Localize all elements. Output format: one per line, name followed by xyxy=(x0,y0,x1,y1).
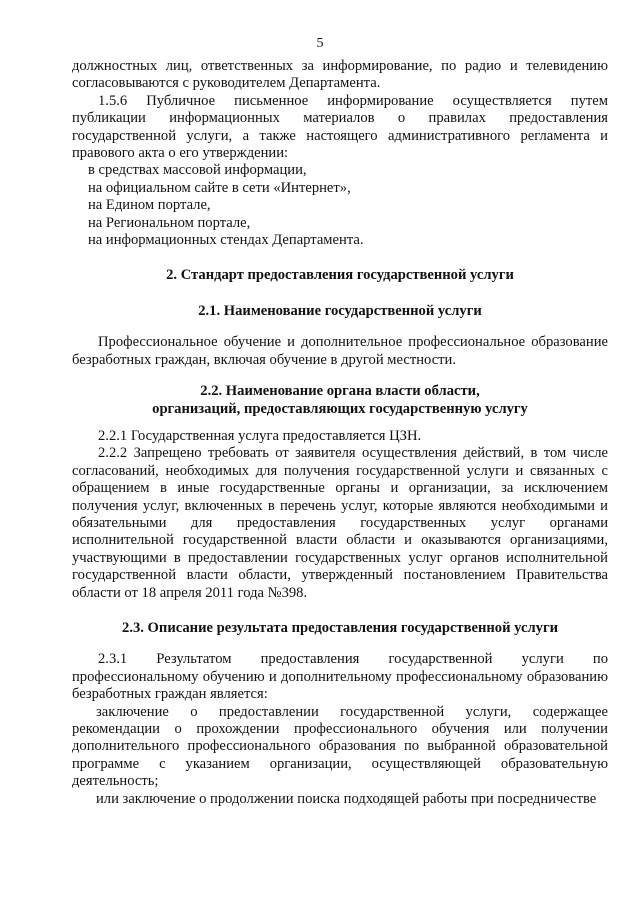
publication-list xyxy=(72,162,608,249)
list-item: в средствах массовой информации, xyxy=(88,162,307,179)
section-2-3-heading: 2.3. Описание результата предоставления государственной услуги xyxy=(122,619,558,636)
paragraph-1-5-6: 1.5.6 Публичное письменное информирование осуществляется путем публикации информационных материалов о правилах предоставления государственной услуги, а также настоящего административного регламента и правового акта о его утверждении: xyxy=(72,92,608,162)
paragraph-2-2-1: 2.2.1 Государственная услуга предоставляется ЦЗН. xyxy=(98,427,422,444)
section-2-heading: 2. Стандарт предоставления государственной услуги xyxy=(166,267,514,284)
paragraph-2-3-conclusion-b: или заключение о продолжении поиска подходящей работы при посредничестве xyxy=(96,790,597,807)
list-item: на Едином портале, xyxy=(88,197,211,214)
document-body xyxy=(72,58,608,808)
section-2-2-heading-line1: 2.2. Наименование органа власти области, xyxy=(200,383,480,400)
paragraph-2-3-1: 2.3.1 Результатом предоставления государственной услуги по профессиональному обучению и дополнительному профессиональному образованию безработных граждан является: xyxy=(72,651,608,703)
section-2-2-heading-line2: организаций, предоставляющих государственную услугу xyxy=(152,400,528,417)
section-2-1-heading: 2.1. Наименование государственной услуги xyxy=(198,302,482,319)
list-item: на Региональном портале, xyxy=(88,214,251,231)
paragraph-continued: должностных лиц, ответственных за информирование, по радио и телевидению согласовываются с руководителем Департамента. xyxy=(72,58,608,92)
paragraph-2-1: Профессиональное обучение и дополнительное профессиональное образование безработных граждан, включая обучение в другой местности. xyxy=(72,334,608,368)
list-item: на информационных стендах Департамента. xyxy=(88,232,364,249)
paragraph-2-3-conclusion-a: заключение о предоставлении государственной услуги, содержащее рекомендации о прохождении профессионального обучения или получении дополнительного профессионального образования по выбранной образовательной программе с указанием организации, осуществляющей образовательную деятельность; xyxy=(72,703,608,790)
page-number: 5 xyxy=(316,36,324,51)
paragraph-2-2-2: 2.2.2 Запрещено требовать от заявителя осуществления действий, в том числе согласований, необходимых для получения государственной услуги и связанных с обращением в иные государственные органы и организации, за исключением получения услуг, включенных в перечень услуг, которые являются необходимыми и обязательными для предоставления государственных услуг органами исполнительной государственной власти области и оказываются организациями, участвующими в предоставлении государственных услуг органов исполнительной государственной власти области, утвержденный постановлением Правительства области от 18 апреля 2011 года №398. xyxy=(72,445,608,601)
list-item: на официальном сайте в сети «Интернет», xyxy=(88,179,351,196)
